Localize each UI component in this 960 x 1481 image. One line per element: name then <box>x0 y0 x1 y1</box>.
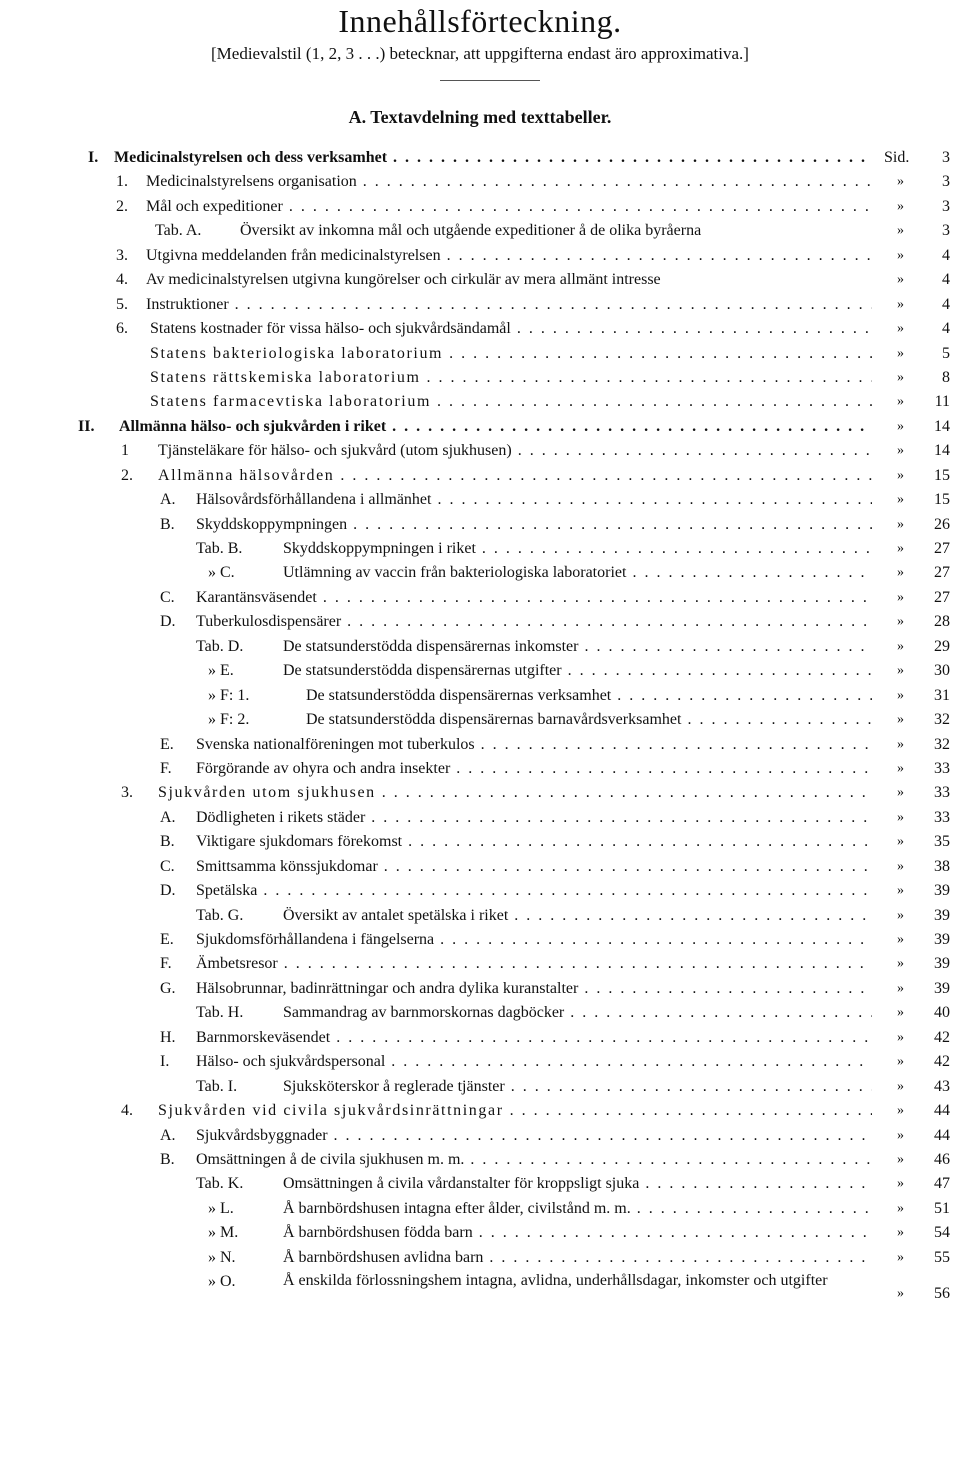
toc-entry[interactable] <box>0 170 960 194</box>
ditto-mark: » <box>897 1029 904 1045</box>
toc-entry-page: 46 <box>934 1150 950 1168</box>
toc-entry[interactable] <box>0 757 960 781</box>
toc-entry-page: 3 <box>942 149 950 166</box>
toc-entry-page: 29 <box>934 637 950 655</box>
toc-entry-number: » C. <box>208 564 235 582</box>
toc-entry-page: 55 <box>934 1248 950 1266</box>
toc-entry-number: C. <box>160 588 175 606</box>
toc-entry-number: I. <box>160 1053 170 1071</box>
toc-entry-number: » F: 2. <box>208 711 250 729</box>
ditto-mark: » <box>897 858 904 874</box>
toc-entry[interactable] <box>0 317 960 341</box>
toc-entry[interactable] <box>0 537 960 561</box>
toc-entry-number: 2. <box>121 466 133 484</box>
toc-entry[interactable] <box>0 928 960 952</box>
toc-entry[interactable] <box>0 708 960 732</box>
toc-entry-number: Tab. G. <box>196 906 244 924</box>
toc-entry-title: De statsunderstödda dispensärernas verksamhet . . . <box>306 684 872 708</box>
ditto-mark: » <box>897 883 904 899</box>
toc-entry[interactable] <box>0 635 960 659</box>
ditto-mark: » <box>897 369 904 385</box>
ditto-mark: » <box>897 174 904 190</box>
toc-entry[interactable] <box>0 1197 960 1221</box>
toc-entry-page: 54 <box>934 1224 950 1242</box>
ditto-mark: » <box>897 321 904 337</box>
toc-entry-page: 5 <box>942 344 950 362</box>
toc-entry[interactable] <box>0 195 960 219</box>
toc-entry-title: Tjänsteläkare för hälso- och sjukvård (utom sjukhusen) . . . <box>158 439 872 463</box>
toc-entry-title: Svenska nationalföreningen mot tuberkulos . . . <box>196 733 872 757</box>
page-title: Innehållsförteckning. <box>338 3 622 39</box>
toc-entry[interactable] <box>0 244 960 268</box>
toc-entry-title: Tuberkulosdispensärer . . . <box>196 610 872 634</box>
ditto-mark: » <box>897 418 904 434</box>
toc-entry-title: Av medicinalstyrelsen utgivna kungörelser och cirkulär av mera allmänt intresse <box>146 271 661 289</box>
ditto-mark: » <box>897 1005 904 1021</box>
toc-entry[interactable] <box>0 513 960 537</box>
toc-entry-number: » O. <box>208 1273 236 1291</box>
ditto-mark: » <box>897 1054 904 1070</box>
divider-rule <box>440 80 540 81</box>
toc-entry[interactable] <box>0 1124 960 1148</box>
ditto-mark: » <box>897 467 904 483</box>
toc-entry[interactable] <box>0 733 960 757</box>
ditto-mark: » <box>897 785 904 801</box>
toc-entry[interactable] <box>0 488 960 512</box>
ditto-mark: Sid. <box>884 149 910 166</box>
ditto-mark: » <box>897 907 904 923</box>
toc-entry-page: 39 <box>934 979 950 997</box>
toc-entry[interactable] <box>0 293 960 317</box>
toc-entry-page: 27 <box>934 564 950 582</box>
toc-entry-title: Smittsamma könssjukdomar . . . <box>196 855 872 879</box>
toc-entry[interactable] <box>0 904 960 928</box>
toc-entry-title: Utgivna meddelanden från medicinalstyrelsen . . . <box>146 244 872 268</box>
notation-note: [Medievalstil (1, 2, 3 . . .) betecknar, att uppgifterna endast äro approximativa.] <box>211 44 749 63</box>
toc-entry[interactable] <box>0 366 960 390</box>
ditto-mark: » <box>897 565 904 581</box>
ditto-mark: » <box>897 198 904 214</box>
ditto-mark: » <box>897 1103 904 1119</box>
toc-entry-page: 32 <box>934 711 950 729</box>
toc-entry-number: 3. <box>116 246 128 264</box>
ditto-mark: » <box>897 638 904 654</box>
ditto-mark: » <box>897 687 904 703</box>
toc-entry-page: 3 <box>942 173 950 191</box>
toc-entry[interactable] <box>0 1270 960 1318</box>
toc-entry-page: 42 <box>934 1053 950 1071</box>
toc-entry-title: De statsunderstödda dispensärernas inkomster . . . <box>283 635 872 659</box>
toc-entry-title: Förgörande av ohyra och andra insekter . . . <box>196 757 872 781</box>
toc-entry-number: A. <box>160 808 176 826</box>
toc-entry-number: 5. <box>116 295 128 313</box>
ditto-mark: » <box>897 1151 904 1167</box>
ditto-mark: » <box>897 272 904 288</box>
toc-entry-number: B. <box>160 515 175 533</box>
toc-entry[interactable] <box>0 610 960 634</box>
toc-entry-title: Sjukvårdsbyggnader . . . <box>196 1124 872 1148</box>
toc-entry-title: Sammandrag av barnmorskornas dagböcker . . . <box>283 1001 872 1025</box>
toc-entry[interactable] <box>0 390 960 414</box>
toc-entry-title: Karantänsväsendet . . . <box>196 586 872 610</box>
ditto-mark: » <box>897 614 904 630</box>
toc-entry-title: Omsättningen å de civila sjukhusen m. m. . . . <box>196 1148 872 1172</box>
toc-entry-title: Å barnbördshusen födda barn . . . <box>283 1221 872 1245</box>
toc-entry[interactable] <box>0 1246 960 1270</box>
toc-entry-number: F. <box>160 955 172 973</box>
toc-entry-title: Å barnbördshusen intagna efter ålder, civilstånd m. m. . . . <box>283 1197 872 1221</box>
toc-entry[interactable] <box>0 1050 960 1074</box>
toc-entry[interactable] <box>0 977 960 1001</box>
ditto-mark: » <box>897 394 904 410</box>
toc-entry-number: B. <box>160 1150 175 1168</box>
toc-entry-title: Å enskilda förlossningshem intagna, avlidna, underhållsdagar, inkomster och utgifter <box>283 1272 828 1290</box>
toc-entry-title: Skyddskoppympningen i riket . . . <box>283 537 872 561</box>
toc-entry-page: 15 <box>934 466 950 484</box>
ditto-mark: » <box>897 736 904 752</box>
toc-entry-number: D. <box>160 882 176 900</box>
toc-entry-title: Spetälska . . . <box>196 879 872 903</box>
ditto-mark: » <box>897 663 904 679</box>
toc-entry-title: Statens farmacevtiska laboratorium . . . <box>150 390 872 414</box>
toc-entry-number: G. <box>160 979 176 997</box>
toc-entry-title: Sjukvården vid civila sjukvårdsinrättningar . . . <box>158 1099 872 1123</box>
toc-entry-page: 39 <box>934 882 950 900</box>
ditto-mark: » <box>897 345 904 361</box>
toc-entry-number: 1 <box>121 442 129 460</box>
ditto-mark: » <box>897 247 904 263</box>
toc-entry-page: 39 <box>934 931 950 948</box>
ditto-mark: » <box>897 712 904 728</box>
toc-entry-page: 11 <box>934 393 950 411</box>
toc-entry-title: De statsunderstödda dispensärernas barnavårdsverksamhet . . . <box>306 708 872 732</box>
toc-entry-page: 14 <box>934 417 950 435</box>
ditto-mark: » <box>897 980 904 996</box>
ditto-mark: » <box>897 932 904 947</box>
toc-entry-number: B. <box>160 833 175 851</box>
toc-entry-page: 27 <box>934 540 950 557</box>
toc-entry[interactable] <box>0 781 960 805</box>
toc-entry[interactable] <box>0 219 960 243</box>
toc-entry-page: 35 <box>934 833 950 851</box>
ditto-mark: » <box>897 834 904 850</box>
toc-entry[interactable] <box>0 879 960 903</box>
table-of-contents <box>0 146 960 1318</box>
toc-entry-number: 6. <box>116 320 128 338</box>
toc-entry-page: 4 <box>942 320 950 338</box>
ditto-mark: » <box>897 1176 904 1192</box>
ditto-mark: » <box>897 1127 904 1143</box>
toc-entry-number: 4. <box>121 1102 133 1120</box>
toc-entry[interactable] <box>0 659 960 683</box>
toc-entry-title: Medicinalstyrelsen och dess verksamhet . . . <box>114 146 872 170</box>
toc-entry[interactable] <box>0 342 960 366</box>
section-heading: A. Textavdelning med texttabeller. <box>348 107 612 127</box>
ditto-mark: » <box>897 1200 904 1216</box>
toc-entry-page: 32 <box>934 735 950 753</box>
toc-entry-page: 33 <box>934 759 950 777</box>
toc-entry-number: H. <box>160 1028 176 1046</box>
toc-entry[interactable] <box>0 806 960 830</box>
ditto-mark: » <box>897 1286 904 1302</box>
toc-entry[interactable] <box>0 830 960 854</box>
ditto-mark: » <box>897 223 904 239</box>
toc-entry-page: 8 <box>942 368 950 386</box>
toc-entry-title: Hälso- och sjukvårdspersonal . . . <box>196 1050 872 1074</box>
toc-entry-page: 15 <box>934 491 950 509</box>
toc-entry[interactable] <box>0 1221 960 1245</box>
toc-entry[interactable] <box>0 586 960 610</box>
ditto-mark: » <box>897 956 904 972</box>
toc-entry-title: Sjukvården utom sjukhusen . . . <box>158 781 872 805</box>
toc-entry-page: 56 <box>934 1285 950 1303</box>
toc-entry-page: 4 <box>942 271 950 289</box>
toc-entry-page: 33 <box>934 808 950 826</box>
toc-entry-title: Översikt av antalet spetälska i riket . . . <box>283 904 872 928</box>
ditto-mark: » <box>897 541 904 556</box>
toc-entry-title: Viktigare sjukdomars förekomst . . . <box>196 830 872 854</box>
toc-entry-title: Barnmorskeväsendet . . . <box>196 1026 872 1050</box>
toc-entry-page: 44 <box>934 1126 950 1144</box>
toc-entry-number: Tab. D. <box>196 637 244 655</box>
toc-entry-title: Statens rättskemiska laboratorium . . . <box>150 366 872 390</box>
toc-entry[interactable] <box>0 1001 960 1025</box>
toc-entry-title: Sjuksköterskor å reglerade tjänster . . . <box>283 1075 872 1099</box>
toc-entry-number: E. <box>160 931 174 948</box>
toc-entry-number: Tab. K. <box>196 1175 244 1193</box>
toc-entry-number: Tab. I. <box>196 1077 238 1095</box>
toc-entry[interactable] <box>0 439 960 463</box>
toc-entry[interactable] <box>0 684 960 708</box>
toc-entry-title: Allmänna hälso- och sjukvården i riket . . . <box>119 415 872 439</box>
toc-entry-page: 39 <box>934 906 950 924</box>
ditto-mark: » <box>897 1225 904 1241</box>
toc-entry-number: Tab. B. <box>196 540 243 557</box>
toc-entry[interactable] <box>0 464 960 488</box>
toc-entry[interactable] <box>0 1026 960 1050</box>
ditto-mark: » <box>897 589 904 605</box>
toc-entry-number: 1. <box>116 173 128 191</box>
toc-entry-page: 40 <box>934 1004 950 1022</box>
toc-entry[interactable] <box>0 1075 960 1099</box>
toc-entry-page: 27 <box>934 588 950 606</box>
toc-entry-number: 4. <box>116 271 128 289</box>
toc-entry-number: » L. <box>208 1199 234 1217</box>
toc-entry-page: 4 <box>942 295 950 313</box>
toc-entry-number: A. <box>160 491 176 509</box>
toc-entry-title: Medicinalstyrelsens organisation . . . <box>146 170 872 194</box>
toc-entry[interactable] <box>0 561 960 585</box>
toc-entry-page: 51 <box>934 1199 950 1217</box>
toc-entry-title: Hälsobrunnar, badinrättningar och andra dylika kuranstalter . . . <box>196 977 872 1001</box>
toc-entry[interactable] <box>0 415 960 439</box>
toc-entry-number: 2. <box>116 197 128 215</box>
toc-entry-number: Tab. H. <box>196 1004 244 1022</box>
toc-entry-title: Mål och expeditioner . . . <box>146 195 872 219</box>
toc-entry-number: F. <box>160 759 172 777</box>
toc-entry-page: 26 <box>934 515 950 533</box>
toc-entry[interactable] <box>0 1172 960 1196</box>
toc-entry-page: 42 <box>934 1028 950 1046</box>
ditto-mark: » <box>897 1249 904 1265</box>
toc-entry-number: » E. <box>208 662 234 680</box>
toc-entry-number: » N. <box>208 1248 236 1266</box>
ditto-mark: » <box>897 296 904 312</box>
toc-entry-page: 14 <box>934 442 950 460</box>
toc-entry-page: 4 <box>942 246 950 264</box>
toc-entry-title: Hälsovårdsförhållandena i allmänhet . . . <box>196 488 872 512</box>
toc-entry-title: Allmänna hälsovården . . . <box>158 464 872 488</box>
toc-entry-page: 47 <box>934 1175 950 1193</box>
toc-entry-number: A. <box>160 1126 176 1144</box>
ditto-mark: » <box>897 443 904 459</box>
toc-entry-title: Dödligheten i rikets städer . . . <box>196 806 872 830</box>
ditto-mark: » <box>897 516 904 532</box>
toc-entry-page: 30 <box>934 662 950 680</box>
toc-entry-title: Skyddskoppympningen . . . <box>196 513 872 537</box>
toc-entry-title: Å barnbördshusen avlidna barn . . . <box>283 1246 872 1270</box>
toc-entry-title: Instruktioner . . . <box>146 293 872 317</box>
toc-entry-number: E. <box>160 735 174 753</box>
toc-entry-title: De statsunderstödda dispensärernas utgifter . . . <box>283 659 872 683</box>
toc-entry-number: » M. <box>208 1224 239 1242</box>
toc-entry-page: 3 <box>942 197 950 215</box>
ditto-mark: » <box>897 492 904 508</box>
toc-entry-page: 3 <box>942 222 950 240</box>
toc-entry-title: Statens bakteriologiska laboratorium . . . <box>150 342 872 366</box>
toc-entry-page: 31 <box>934 686 950 704</box>
toc-entry-page: 44 <box>934 1102 950 1120</box>
toc-entry-page: 39 <box>934 955 950 973</box>
toc-entry-title: Sjukdomsförhållandena i fängelserna . . . <box>196 928 872 952</box>
toc-entry-number: D. <box>160 613 176 631</box>
toc-entry-number: » F: 1. <box>208 686 250 704</box>
toc-entry[interactable] <box>0 146 960 170</box>
toc-entry-number: II. <box>78 417 95 435</box>
ditto-mark: » <box>897 1078 904 1094</box>
toc-entry[interactable] <box>0 952 960 976</box>
toc-entry-number: 3. <box>121 784 133 802</box>
toc-entry-page: 33 <box>934 784 950 802</box>
toc-entry-page: 38 <box>934 857 950 875</box>
toc-entry-page: 28 <box>934 613 950 631</box>
toc-entry-title: Omsättningen å civila vårdanstalter för kroppsligt sjuka . . . <box>283 1172 872 1196</box>
toc-entry-number: C. <box>160 857 175 875</box>
toc-entry-number: I. <box>88 149 99 166</box>
toc-entry[interactable] <box>0 1099 960 1123</box>
toc-entry-page: 43 <box>934 1077 950 1095</box>
toc-entry-title: Statens kostnader för vissa hälso- och sjukvårdsändamål . . . <box>150 317 872 341</box>
ditto-mark: » <box>897 760 904 776</box>
toc-entry-title: Översikt av inkomna mål och utgående expeditioner å de olika byråerna <box>240 222 702 240</box>
toc-entry-title: Ämbetsresor . . . <box>196 952 872 976</box>
toc-entry[interactable] <box>0 1148 960 1172</box>
ditto-mark: » <box>897 809 904 825</box>
toc-entry[interactable] <box>0 268 960 292</box>
toc-entry-number: Tab. A. <box>155 222 202 240</box>
toc-entry-title: Utlämning av vaccin från bakteriologiska laboratoriet . . . <box>283 561 872 585</box>
toc-entry[interactable] <box>0 855 960 879</box>
